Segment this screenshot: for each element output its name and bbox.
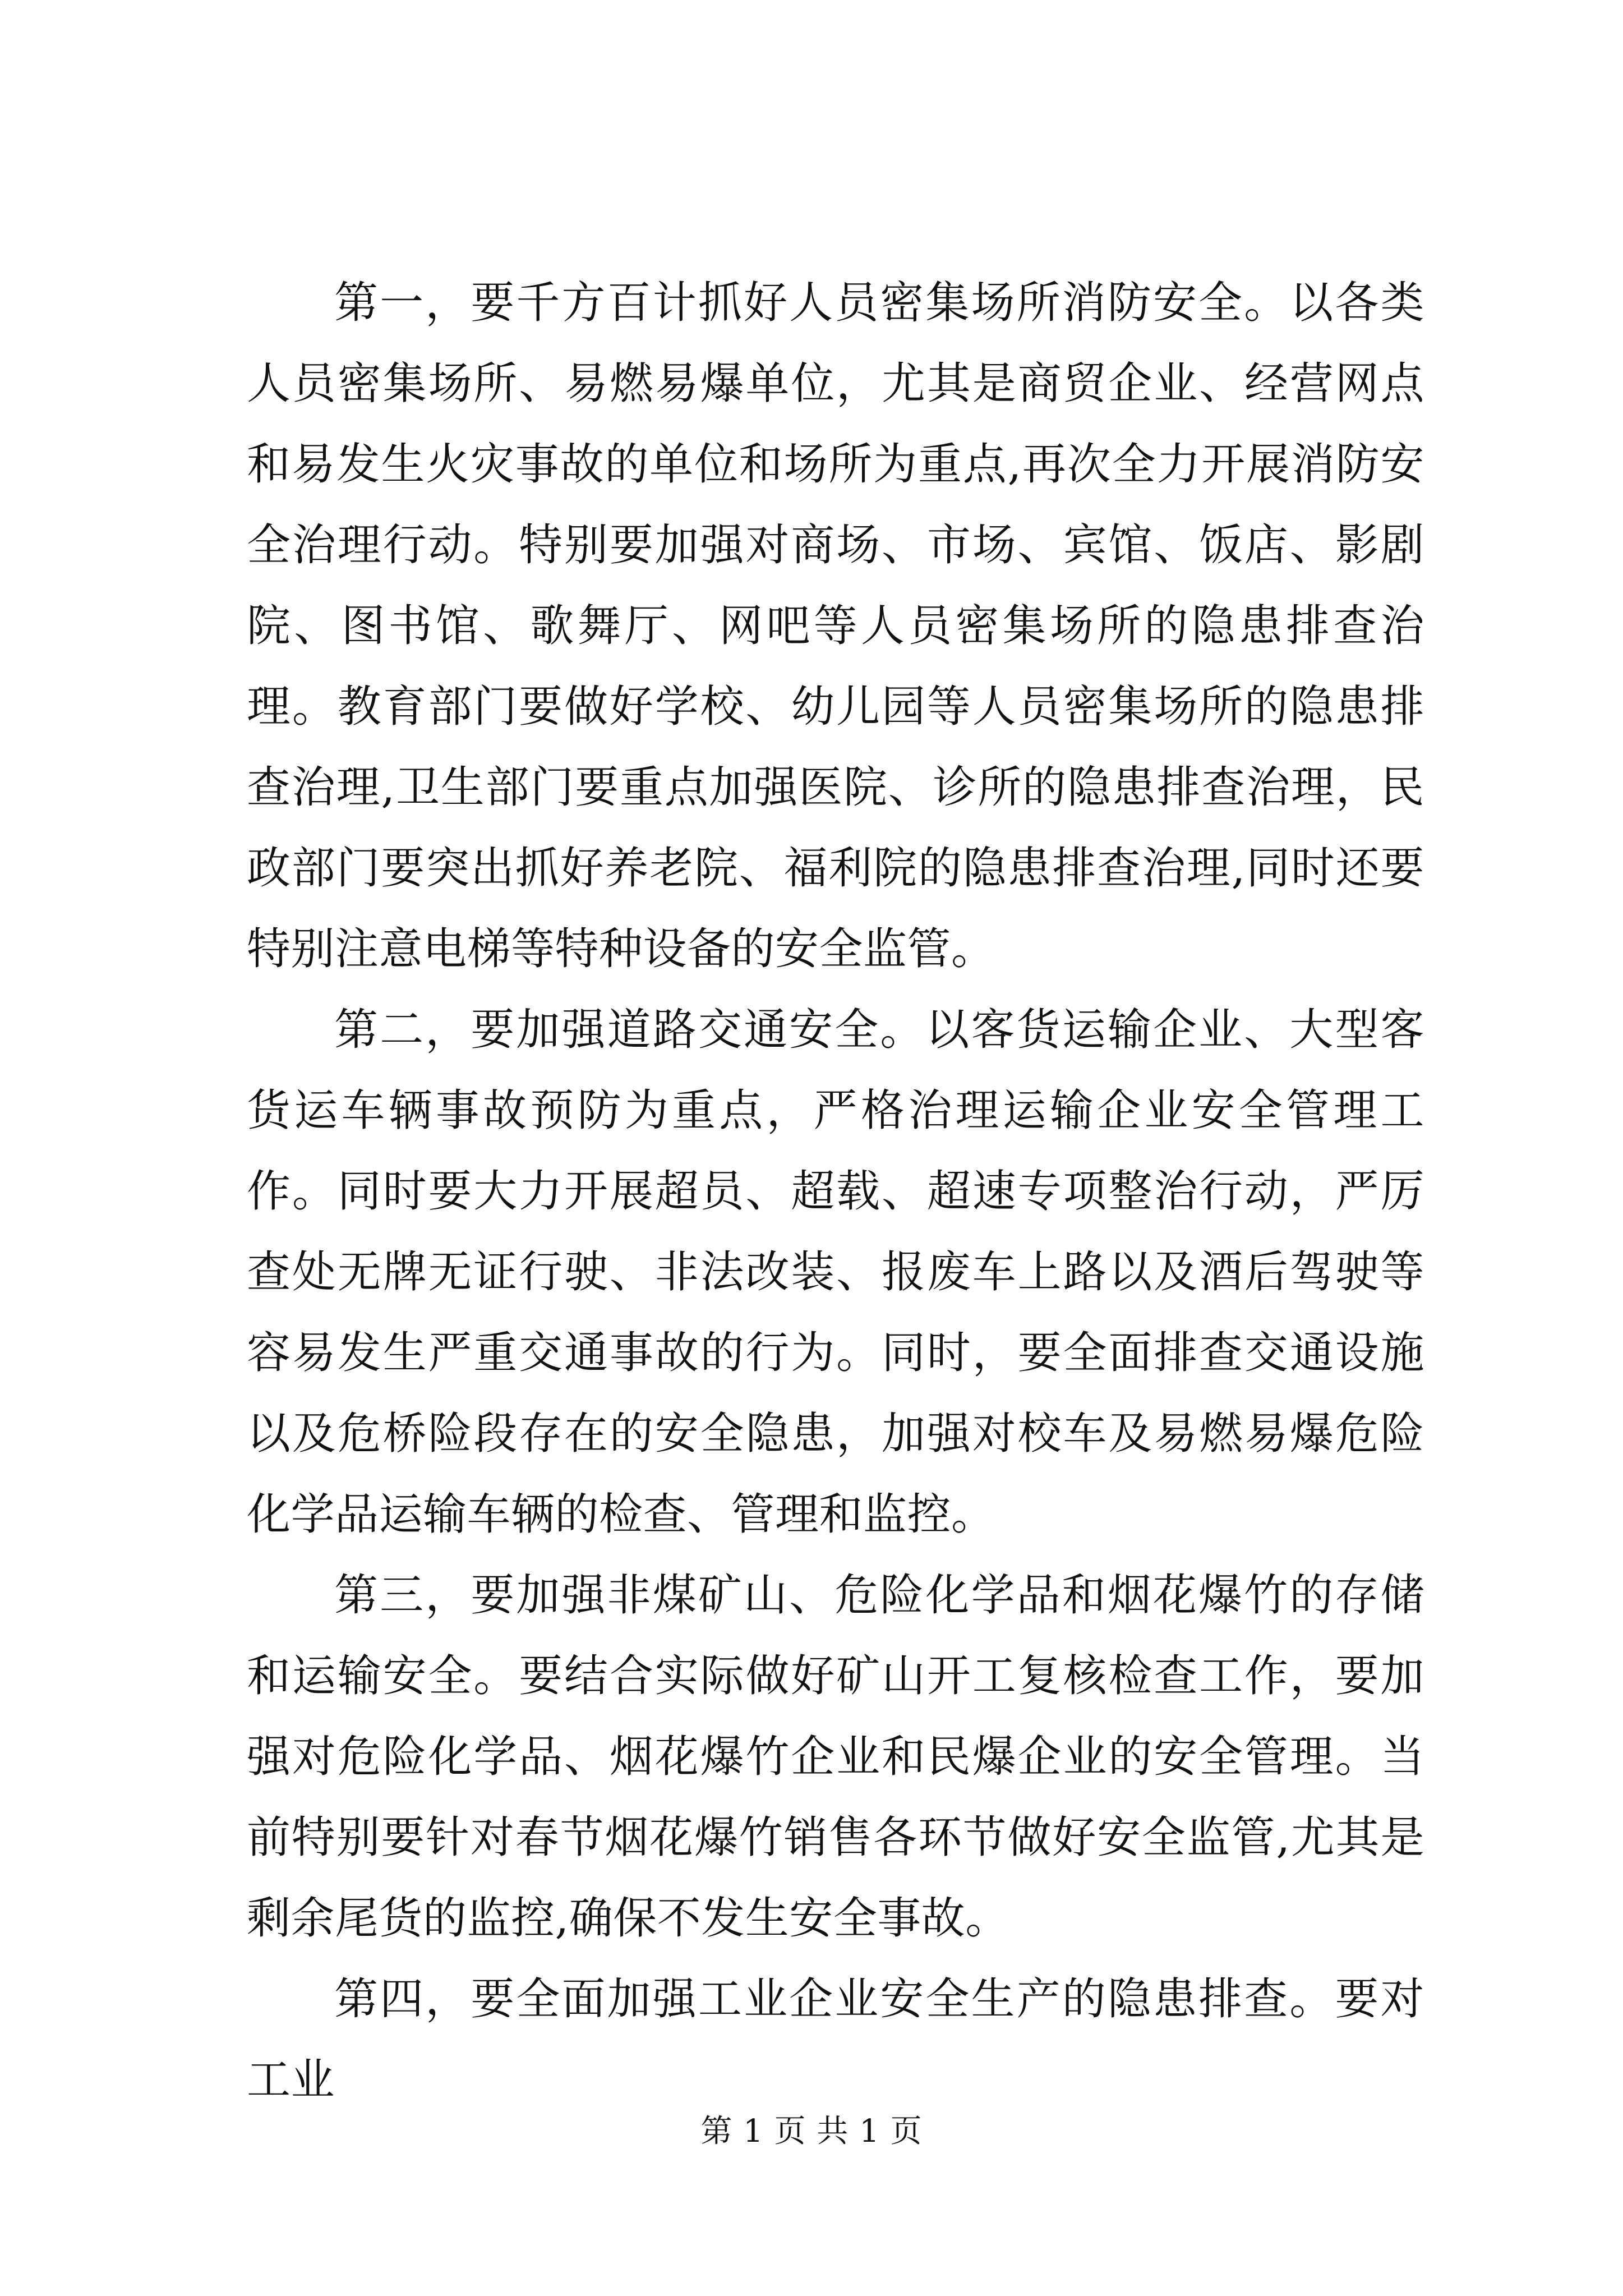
- document-body: [247, 263, 1424, 2120]
- paragraph-fire-safety: 第一，要千方百计抓好人员密集场所消防安全。以各类人员密集场所、易燃易爆单位，尤其是商贸企业、经营网点和易发生火灾事故的单位和场所为重点,再次全力开展消防安全治理行动。特别要加强对商场、市场、宾馆、饭店、影剧院、图书馆、歌舞厅、网吧等人员密集场所的隐患排查治理。教育部门要做好学校、幼儿园等人员密集场所的隐患排查治理,卫生部门要重点加强医院、诊所的隐患排查治理，民政部门要突出抓好养老院、福利院的隐患排查治理,同时还要特别注意电梯等特种设备的安全监管。: [247, 278, 1424, 974]
- paragraph-mining-chemicals-fireworks: 第三，要加强非煤矿山、危险化学品和烟花爆竹的存储和运输安全。要结合实际做好矿山开工复核检查工作，要加强对危险化学品、烟花爆竹企业和民爆企业的安全管理。当前特别要针对春节烟花爆竹销售各环节做好安全监管,尤其是剩余尾货的监控,确保不发生安全事故。: [247, 1570, 1424, 1944]
- paragraph-industrial-safety: 第四，要全面加强工业企业安全生产的隐患排查。要对工业: [247, 1974, 1424, 2105]
- page-footer: 第 1 页 共 1 页: [700, 2113, 923, 2150]
- paragraph-road-traffic-safety: 第二，要加强道路交通安全。以客货运输企业、大型客货运车辆事故预防为重点，严格治理运输企业安全管理工作。同时要大力开展超员、超载、超速专项整治行动，严厉查处无牌无证行驶、非法改装、报废车上路以及酒后驾驶等容易发生严重交通事故的行为。同时，要全面排查交通设施以及危桥险段存在的安全隐患，加强对校车及易燃易爆危险化学品运输车辆的检查、管理和监控。: [247, 1005, 1424, 1540]
